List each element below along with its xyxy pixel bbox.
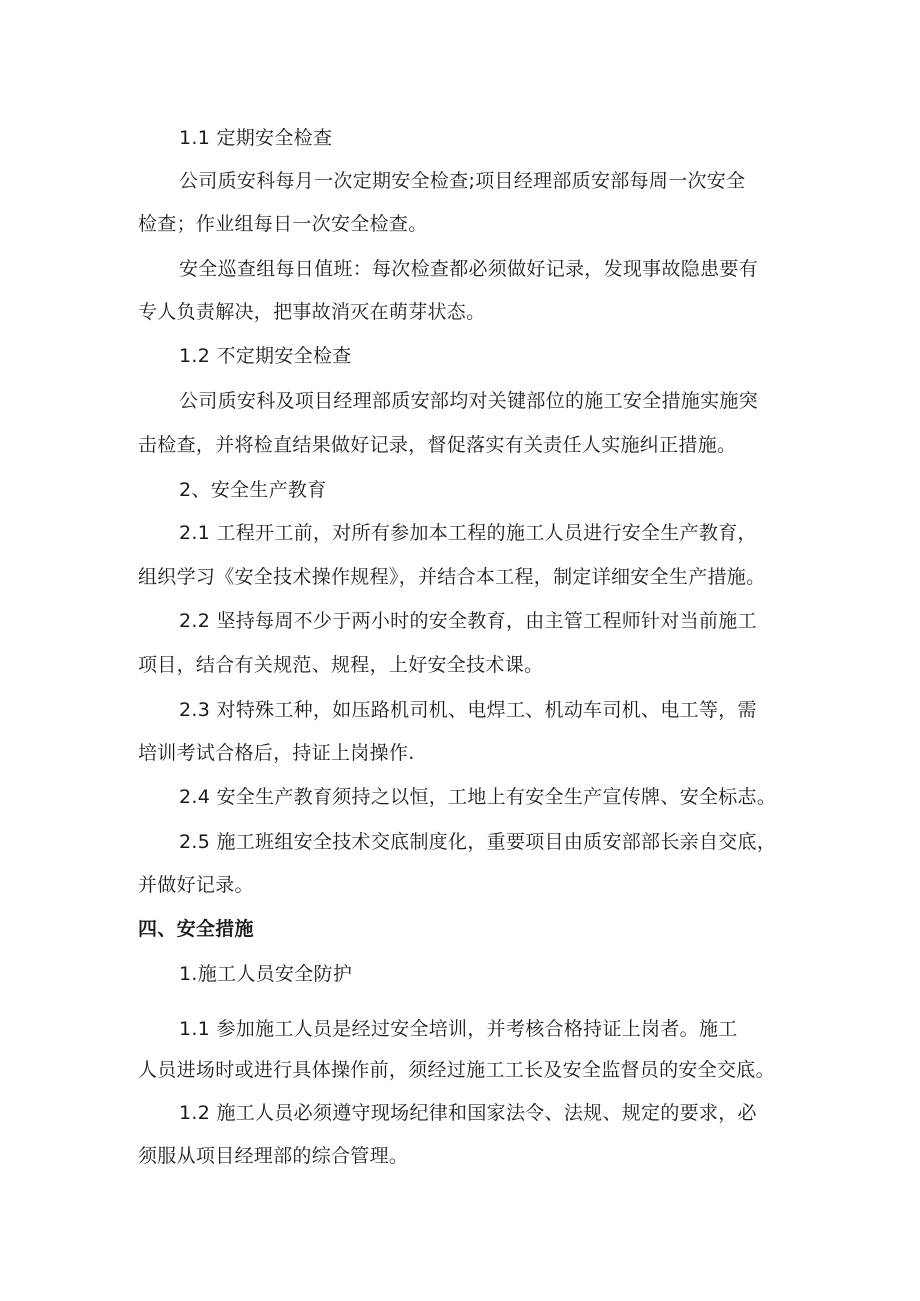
paragraph-line: 击检查，并将检直结果做好记录，督促落实有关责任人实施纠正措施。 — [138, 434, 737, 456]
paragraph-line: 2.4 安全生产教育须持之以恒，工地上有安全生产宣传牌、安全标志。 — [179, 786, 777, 808]
paragraph-line: 项目，结合有关规范、规程，上好安全技术课。 — [138, 654, 544, 676]
chapter-heading-4: 四、安全措施 — [138, 918, 254, 940]
paragraph-line: 培训考试合格后，持证上岗操作. — [138, 742, 415, 764]
paragraph-line: 专人负责解决，把事故消灭在萌芽状态。 — [138, 301, 486, 323]
paragraph-line: 2.2 坚持每周不少于两小时的安全教育，由主管工程师针对当前施工 — [179, 610, 757, 632]
paragraph-line: 检查；作业组每日一次安全检查。 — [138, 213, 428, 235]
paragraph-line: 2.5 施工班组安全技术交底制度化，重要项目由质安部部长亲自交底， — [179, 831, 777, 853]
paragraph-line: 并做好记录。 — [138, 874, 254, 896]
paragraph-line: 2.1 工程开工前，对所有参加本工程的施工人员进行安全生产教育， — [179, 522, 757, 544]
paragraph-line: 1.2 施工人员必须遵守现场纪律和国家法令、法规、规定的要求，必 — [179, 1102, 757, 1124]
paragraph-line: 组织学习《安全技术操作规程》，并结合本工程，制定详细安全生产措施。 — [138, 566, 766, 588]
paragraph-line: 公司质安科每月一次定期安全检查;项目经理部质安部每周一次安全 — [179, 170, 746, 192]
paragraph-line: 安全巡查组每日值班：每次检查都必须做好记录，发现事故隐患要有 — [179, 258, 759, 280]
paragraph-line: 须服从项目经理部的综合管理。 — [138, 1145, 409, 1167]
paragraph-line: 2.3 对特殊工种，如压路机司机、电焊工、机动车司机、电工等，需 — [179, 699, 757, 721]
section-heading-1-2: 1.2 不定期安全检查 — [179, 345, 352, 367]
section-heading-2: 2、安全生产教育 — [179, 479, 327, 501]
paragraph-line: 1.1 参加施工人员是经过安全培训，并考核合格持证上岗者。施工 — [179, 1018, 738, 1040]
section-heading-personnel: 1.施工人员安全防护 — [179, 963, 353, 985]
section-heading-1-1: 1.1 定期安全检查 — [179, 127, 333, 149]
paragraph-line: 人员进场时或进行具体操作前，须经过施工工长及安全监督员的安全交底。 — [138, 1059, 775, 1081]
paragraph-line: 公司质安科及项目经理部质安部均对关键部位的施工安全措施实施突 — [179, 390, 759, 412]
